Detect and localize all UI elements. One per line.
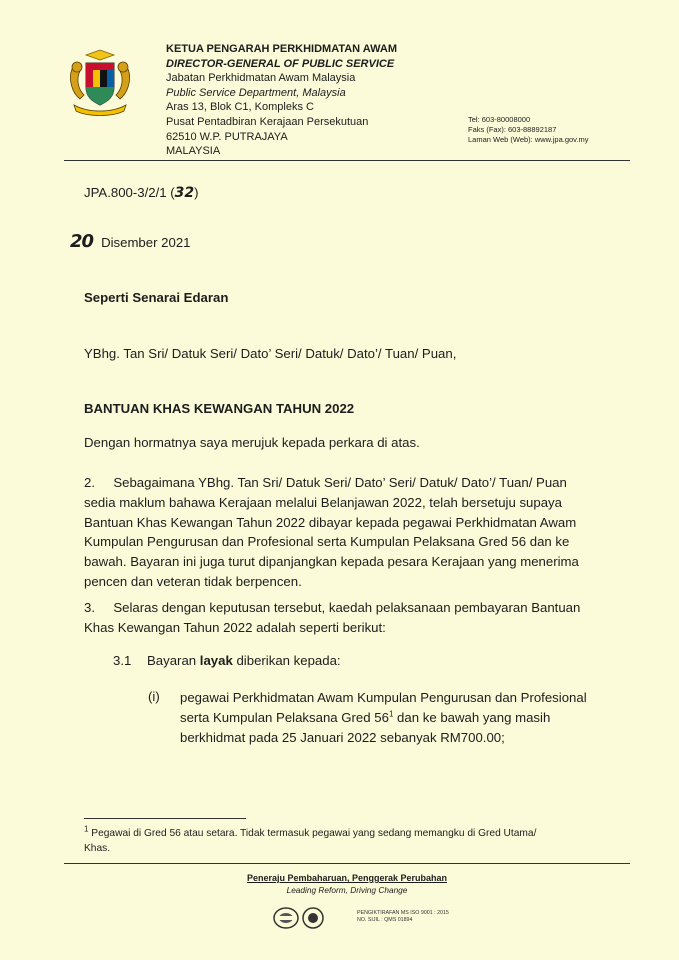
footnote-line: Pegawai di Gred 56 atau setara. Tidak termasuk pegawai yang sedang memangku di Gred Utama/ <box>91 828 537 839</box>
reference-handwritten-number: 32 <box>174 185 195 201</box>
agency-title-en: DIRECTOR-GENERAL OF PUBLIC SERVICE <box>166 57 395 70</box>
department-name: Jabatan Perkhidmatan Awam Malaysia <box>166 72 356 85</box>
address-line: Pusat Pentadbiran Kerajaan Persekutuan <box>166 115 369 128</box>
item-text-after: diberikan kepada: <box>232 653 341 668</box>
address-line: 62510 W.P. PUTRAJAYA <box>166 130 288 143</box>
website-link[interactable]: Laman Web (Web): www.jpa.gov.my <box>468 135 589 144</box>
footer-motto: Peneraju Pembaharuan, Penggerak Perubahan <box>246 873 448 883</box>
letter-date <box>70 233 191 252</box>
paragraph-line: Bantuan Khas Kewangan Tahun 2022 dibayar kepada pegawai Perkhidmatan Awam <box>84 514 577 530</box>
paragraph-line: 3. Selaras dengan keputusan tersebut, kaedah pelaksanaan pembayaran Bantuan <box>84 600 581 615</box>
letterhead <box>166 42 397 159</box>
salutation: YBhg. Tan Sri/ Datuk Seri/ Dato’ Seri/ Datuk/ Dato’/ Tuan/ Puan, <box>84 346 457 361</box>
contact-info <box>468 115 588 145</box>
coat-of-arms-icon <box>64 47 136 119</box>
agency-title: KETUA PENGARAH PERKHIDMATAN AWAM <box>166 43 397 55</box>
paragraph-line: Kumpulan Pengurusan dan Profesional serta Kumpulan Pelaksana Gred 56 dan ke <box>84 534 570 550</box>
item-i-text <box>180 688 587 747</box>
item-text-bold: layak <box>199 653 233 668</box>
paragraph-line: bawah. Bayaran ini juga turut dipanjangkan kepada pesara Kerajaan yang menerima <box>84 554 579 570</box>
reference-suffix: ) <box>194 185 199 200</box>
sirim-logo-icon <box>272 906 326 930</box>
item-number: 3.1 <box>113 653 132 668</box>
paragraph-line: sedia maklum bahawa Kerajaan melalui Belanjawan 2022, telah bersetuju supaya <box>84 494 562 510</box>
footnote <box>84 826 536 856</box>
paragraph-line: Khas Kewangan Tahun 2022 adalah seperti berikut: <box>84 619 386 635</box>
paragraph-2 <box>84 473 579 592</box>
reference-prefix: JPA.800-3/2/1 ( <box>84 185 175 200</box>
item-line: pegawai Perkhidmatan Awam Kumpulan Pengurusan dan Profesional <box>180 690 587 705</box>
letter-subject: BANTUAN KHAS KEWANGAN TAHUN 2022 <box>84 401 355 416</box>
footnote-line: Khas. <box>84 843 111 854</box>
footnote-reference[interactable]: 1 <box>388 709 394 719</box>
paragraph-line: pencen dan veteran tidak berpencen. <box>84 573 302 589</box>
fax-number: Faks (Fax): 603-88892187 <box>468 125 557 134</box>
item-text-before: Bayaran <box>147 653 200 668</box>
footnote-divider <box>84 818 246 819</box>
recipient: Seperti Senarai Edaran <box>84 290 229 305</box>
intro-paragraph: Dengan hormatnya saya merujuk kepada perkara di atas. <box>84 435 420 450</box>
item-line-part: serta Kumpulan Pelaksana Gred 56 <box>180 709 389 725</box>
address-line: Aras 13, Blok C1, Kompleks C <box>166 101 314 114</box>
address-line: MALAYSIA <box>166 145 221 158</box>
certification-text <box>357 910 449 924</box>
department-name-en: Public Service Department, Malaysia <box>166 86 346 99</box>
phone-number: Tel: 603-80008000 <box>468 115 531 124</box>
paragraph-line: 2. Sebagaimana YBhg. Tan Sri/ Datuk Seri/ Dato’ Seri/ Datuk/ Dato’/ Tuan/ Puan <box>84 475 567 490</box>
reference-number <box>84 184 199 202</box>
item-line: berkhidmat pada 25 Januari 2022 sebanyak RM700.00; <box>180 729 505 745</box>
footnote-mark: 1 <box>84 824 89 834</box>
date-month-year: Disember 2021 <box>101 235 191 250</box>
footer-motto-en: Leading Reform, Driving Change <box>286 885 408 895</box>
header-divider <box>64 160 630 161</box>
item-3-1 <box>113 652 341 670</box>
paragraph-3 <box>84 598 580 638</box>
certification-logos <box>272 906 326 930</box>
certification-line: PENGIKTIRAFAN MS ISO 9001 : 2015 <box>357 910 449 916</box>
item-i-number: (i) <box>148 689 160 704</box>
certification-line: NO. SIJIL : QMS 01894 <box>357 917 413 924</box>
item-line-part: dan ke bawah yang masih <box>393 709 551 725</box>
date-handwritten-day: 20 <box>70 231 94 252</box>
footer-divider <box>64 863 630 864</box>
